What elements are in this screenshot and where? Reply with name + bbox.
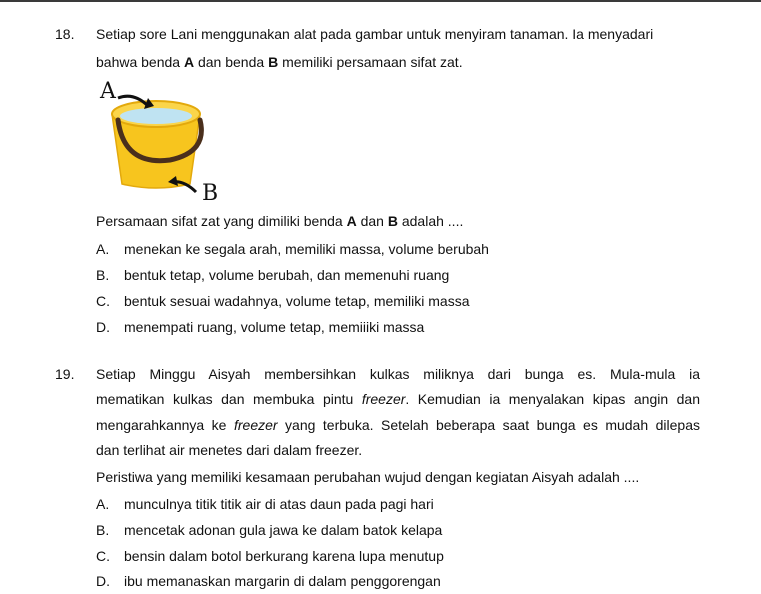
question-prompt: [96, 213, 463, 229]
question-stem-line: [96, 54, 463, 70]
option-text: menempati ruang, volume tetap, memiiiki massa: [124, 319, 425, 335]
option-letter: B.: [96, 267, 110, 283]
option-d[interactable]: [96, 573, 441, 589]
stem-text: mematikan kulkas dan membuka pintu: [96, 391, 362, 407]
question-number: 19.: [55, 366, 75, 382]
freezer-italic: freezer: [361, 391, 406, 407]
top-border-rule: [0, 0, 761, 2]
option-text: menekan ke segala arah, memiliki massa, volume berubah: [124, 241, 489, 257]
option-text: ibu memanaskan margarin di dalam penggorengan: [124, 573, 441, 589]
option-c[interactable]: [96, 548, 444, 564]
option-letter: A.: [96, 241, 110, 257]
stem-text: memiliki persamaan sifat zat.: [278, 54, 463, 70]
stem-text: Setiap sore Lani menggunakan alat pada gambar untuk menyiram tanaman. Ia menyadari: [96, 26, 654, 42]
object-label-a: A: [183, 54, 195, 70]
option-letter: A.: [96, 496, 110, 512]
option-letter: C.: [96, 293, 110, 309]
prompt-text: Persamaan sifat zat yang dimiliki benda: [96, 213, 347, 229]
question-stem-line: Setiap Minggu Aisyah membersihkan kulkas miliknya dari bunga es. Mula-mula ia: [96, 366, 700, 382]
option-letter: B.: [96, 522, 110, 538]
option-a[interactable]: [96, 496, 434, 512]
question-prompt: Peristiwa yang memiliki kesamaan perubahan wujud dengan kegiatan Aisyah adalah ....: [96, 469, 640, 485]
option-b[interactable]: [96, 267, 449, 283]
prompt-label-b: B: [387, 213, 398, 229]
stem-text: dan benda: [194, 54, 269, 70]
option-d[interactable]: [96, 319, 424, 335]
question-stem-line: dan terlihat air menetes dari dalam freezer.: [96, 442, 363, 458]
option-c[interactable]: [96, 293, 470, 309]
freezer-italic: freezer: [233, 417, 278, 433]
question-stem-line: [96, 417, 700, 433]
option-letter: D.: [96, 319, 110, 335]
option-text: munculnya titik titik air di atas daun pada pagi hari: [124, 496, 434, 512]
stem-text: . Kemudian ia menyalakan kipas angin dan: [405, 391, 700, 407]
stem-text: mengarahkannya ke: [96, 417, 234, 433]
figure-label-a: A: [100, 79, 116, 104]
prompt-label-a: A: [346, 213, 357, 229]
figure-label-b: B: [202, 181, 219, 206]
option-text: mencetak adonan gula jawa ke dalam batok kelapa: [124, 522, 443, 538]
object-label-b: B: [268, 54, 279, 70]
stem-text: bahwa benda: [96, 54, 184, 70]
water-surface-shape: [120, 108, 192, 124]
prompt-text: dan: [356, 213, 388, 229]
option-a[interactable]: [96, 241, 489, 257]
stem-text: yang terbuka. Setelah beberapa saat bunga es mudah dilepas: [277, 417, 700, 433]
option-letter: C.: [96, 548, 110, 564]
option-b[interactable]: [96, 522, 442, 538]
bucket-figure: [98, 76, 228, 208]
option-letter: D.: [96, 573, 110, 589]
option-text: bensin dalam botol berkurang karena lupa menutup: [124, 548, 444, 564]
option-text: bentuk sesuai wadahnya, volume tetap, memiliki massa: [124, 293, 470, 309]
option-text: bentuk tetap, volume berubah, dan memenuhi ruang: [124, 267, 450, 283]
question-stem-line: [96, 26, 653, 42]
question-stem-line: [96, 391, 700, 407]
prompt-text: adalah ....: [397, 213, 464, 229]
question-number: 18.: [55, 26, 75, 42]
